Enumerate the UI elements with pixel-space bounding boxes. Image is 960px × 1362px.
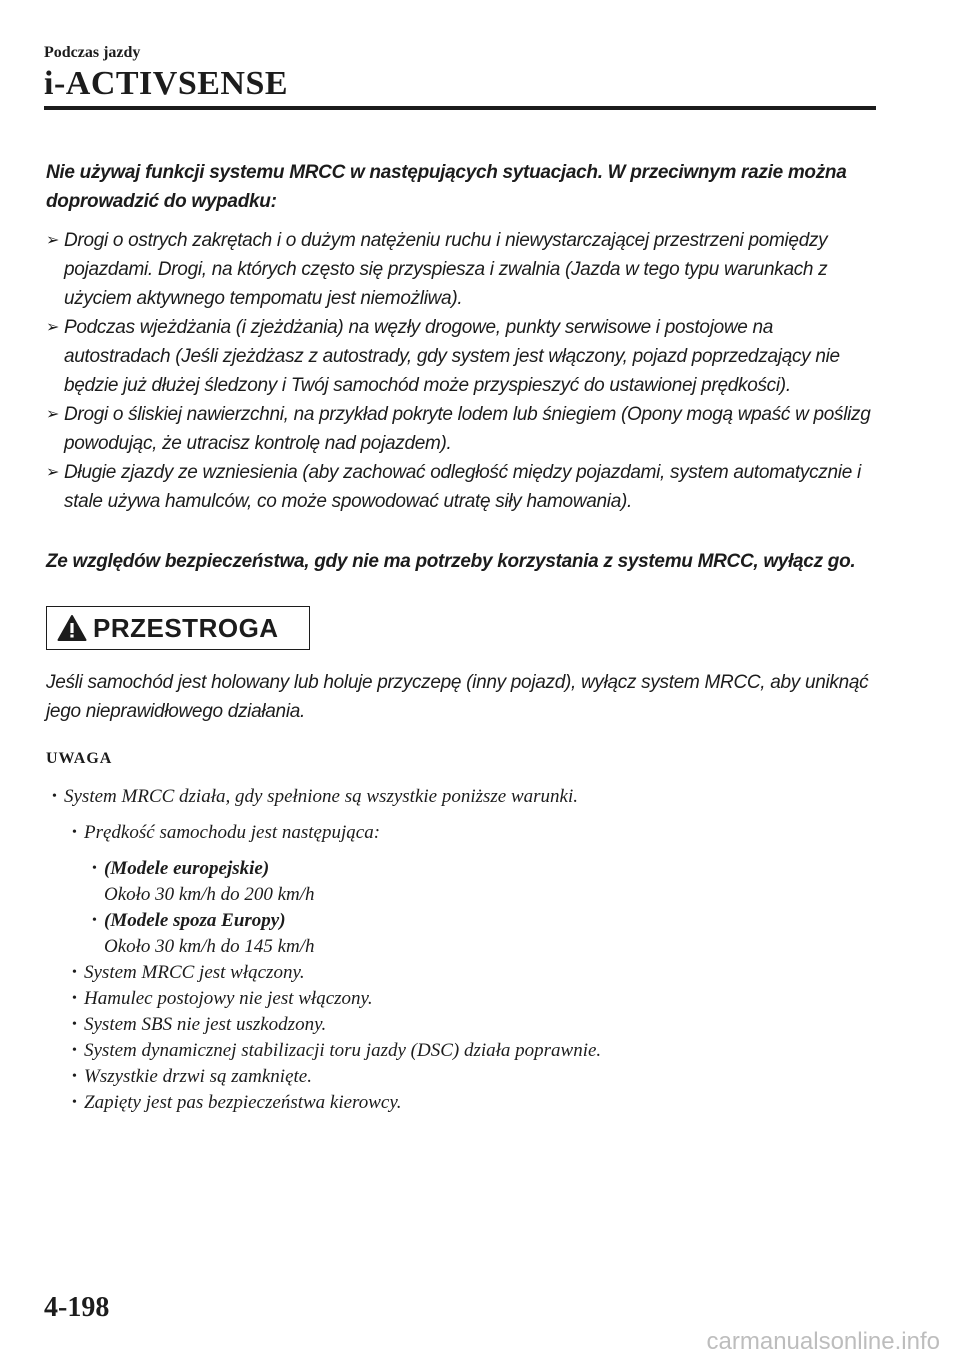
header-divider (44, 106, 876, 110)
warning-intro: Nie używaj funkcji systemu MRCC w następujących sytuacjach. W przeciwnym razie można doprowadzić do wypadku: (46, 162, 847, 212)
warning-item-text: Długie zjazdy ze wzniesienia (aby zachować odległość między pojazdami, system automatycznie i stale używa hamulców, co może spowodować utratę siły hamowania). (64, 462, 861, 512)
note-main-item: • System MRCC działa, gdy spełnione są wszystkie poniższe warunki. (52, 786, 579, 807)
warning-triangle-icon (57, 614, 87, 642)
note-model-item: • (Modele europejskie) Około 30 km/h do 200 km/h (92, 858, 315, 905)
note-condition-item: • System dynamicznej stabilizacji toru jazdy (DSC) działa poprawnie. (72, 1040, 602, 1061)
note-condition-item: • System SBS nie jest uszkodzony. (72, 1014, 327, 1035)
warning-item-text: Podczas wjeżdżania (i zjeżdżania) na węzły drogowe, punkty serwisowe i postojowe na autostradach (Jeśli zjeżdżasz z autostrady, gdy system jest włączony, pojazd poprzedzający nie będzie już dłużej śledzony i Twój samochód może przyspieszyć do ustawionej prędkości). (64, 317, 840, 396)
section-label: Podczas jazdy (44, 44, 141, 61)
caution-label: PRZESTROGA (93, 612, 279, 643)
note-condition-item: • Hamulec postojowy nie jest włączony. (72, 988, 373, 1009)
note-title: UWAGA (46, 750, 113, 767)
arrow-right-icon: ➢ (46, 406, 60, 423)
arrow-right-icon: ➢ (46, 464, 60, 481)
warning-item-text: Drogi o ostrych zakrętach i o dużym natężeniu ruchu i niewystarczającej przestrzeni pomiędzy pojazdami. Drogi, na których często się przyspiesza i zwalnia (Jazda w tego typu warunkach z użyciem aktywnego tempomatu jest niemożliwa). (64, 230, 828, 309)
warning-item (46, 226, 876, 313)
warning-final: Ze względów bezpieczeństwa, gdy nie ma potrzeby korzystania z systemu MRCC, wyłącz go. (46, 551, 856, 572)
note-condition-item: • Zapięty jest pas bezpieczeństwa kierowcy. (72, 1092, 402, 1113)
page-number: 4-198 (44, 1292, 110, 1323)
note-list (46, 784, 876, 1116)
note-speed-item: • Prędkość samochodu jest następująca: (72, 822, 381, 843)
warning-list (46, 226, 876, 516)
page-title: i-ACTIVSENSE (44, 65, 289, 102)
arrow-right-icon: ➢ (46, 319, 60, 336)
page-header (44, 44, 876, 104)
caution-text: Jeśli samochód jest holowany lub holuje przyczepę (inny pojazd), wyłącz system MRCC, aby uniknąć jego nieprawidłowego działania. (46, 672, 869, 722)
footer-watermark[interactable]: carmanualsonline.info (706, 1328, 940, 1355)
warning-item (46, 400, 876, 458)
warning-item (46, 458, 876, 516)
arrow-right-icon: ➢ (46, 232, 60, 249)
warning-item (46, 313, 876, 400)
note-condition-item: • System MRCC jest włączony. (72, 962, 305, 983)
note-condition-item: • Wszystkie drzwi są zamknięte. (72, 1066, 312, 1087)
note-model-item: • (Modele spoza Europy) Około 30 km/h do 145 km/h (92, 910, 315, 957)
caution-header (46, 606, 310, 650)
warning-item-text: Drogi o śliskiej nawierzchni, na przykład pokryte lodem lub śniegiem (Opony mogą wpaść w poślizg powodując, że utracisz kontrolę nad pojazdem). (64, 404, 871, 454)
